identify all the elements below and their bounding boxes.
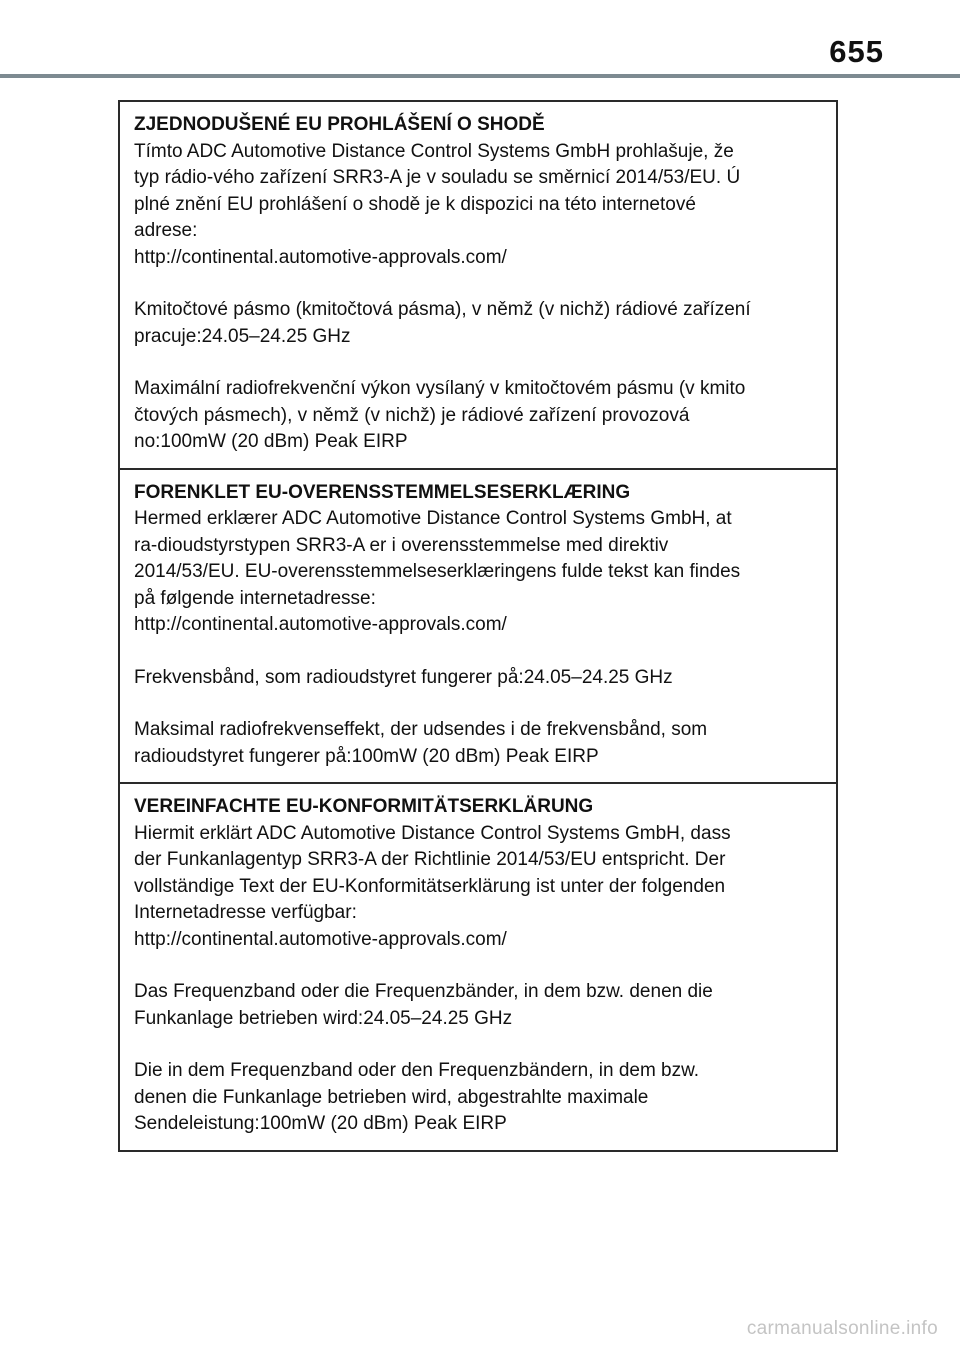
text-line: 2014/53/EU. EU-overensstemmelseserklæringens fulde tekst kan findes xyxy=(134,561,741,582)
section-czech xyxy=(120,102,836,470)
power-line: denen die Funkanlage betrieben wird, abgestrahlte maximale xyxy=(134,1086,649,1108)
frequency-line: pracuje:24.05–24.25 GHz xyxy=(134,325,351,347)
page-number: 655 xyxy=(829,34,884,69)
url-text: http://continental.automotive-approvals.com/ xyxy=(134,928,507,950)
power-line: Sendeleistung:100mW (20 dBm) Peak EIRP xyxy=(134,1113,507,1134)
text-line: plné znění EU prohlášení o shodě je k dispozici na této internetové xyxy=(134,193,696,215)
text-line: Hermed erklærer ADC Automotive Distance Control Systems GmbH, at xyxy=(134,508,732,529)
text-line: Tímto ADC Automotive Distance Control Systems GmbH prohlašuje, že xyxy=(134,140,734,162)
text-line: Hiermit erklärt ADC Automotive Distance Control Systems GmbH, dass xyxy=(134,822,731,844)
section-danish xyxy=(120,470,836,785)
text-line: vollständige Text der EU-Konformitätserklärung ist unter der folgenden xyxy=(134,875,726,897)
text-line: ra-dioudstyrstypen SRR3-A er i overensstemmelse med direktiv xyxy=(134,534,669,556)
frequency-line: Kmitočtové pásmo (kmitočtová pásma), v němž (v nichž) rádiové zařízení xyxy=(134,299,751,320)
power-line: no:100mW (20 dBm) Peak EIRP xyxy=(134,431,408,452)
text-line: på følgende internetadresse: xyxy=(134,587,376,609)
power-line: Maksimal radiofrekvenseffekt, der udsendes i de frekvensbånd, som xyxy=(134,719,708,740)
section-heading: VEREINFACHTE EU-KONFORMITÄTSERKLÄRUNG xyxy=(134,796,594,817)
watermark: carmanualsonline.info xyxy=(746,1318,938,1339)
frequency-line: Frekvensbånd, som radioudstyret fungerer på:24.05–24.25 GHz xyxy=(134,666,673,688)
power-line: čtových pásmech), v němž (v nichž) je rádiové zařízení provozová xyxy=(134,404,690,426)
text-line: der Funkanlagentyp SRR3-A der Richtlinie 2014/53/EU entspricht. Der xyxy=(134,849,726,870)
power-line: radioudstyret fungerer på:100mW (20 dBm) Peak EIRP xyxy=(134,745,599,767)
section-german xyxy=(120,784,836,1150)
text-line: adrese: xyxy=(134,220,198,241)
text-line: typ rádio-vého zařízení SRR3-A je v souladu se směrnicí 2014/53/EU. Ú xyxy=(134,167,741,188)
power-line: Die in dem Frequenzband oder den Frequenzbändern, in dem bzw. xyxy=(134,1060,700,1081)
url-text: http://continental.automotive-approvals.com/ xyxy=(134,246,507,268)
section-heading: ZJEDNODUŠENÉ EU PROHLÁŠENÍ O SHODĚ xyxy=(134,114,545,135)
power-line: Maximální radiofrekvenční výkon vysílaný v kmitočtovém pásmu (v kmito xyxy=(134,378,746,399)
notice-box xyxy=(118,100,838,1152)
frequency-line: Das Frequenzband oder die Frequenzbänder, in dem bzw. denen die xyxy=(134,981,713,1002)
url-text: http://continental.automotive-approvals.com/ xyxy=(134,614,507,635)
section-heading: FORENKLET EU-OVERENSSTEMMELSESERKLÆRING xyxy=(134,481,631,503)
text-line: Internetadresse verfügbar: xyxy=(134,902,357,923)
frequency-line: Funkanlage betrieben wird:24.05–24.25 GHz xyxy=(134,1007,513,1029)
header-rule xyxy=(0,74,960,78)
